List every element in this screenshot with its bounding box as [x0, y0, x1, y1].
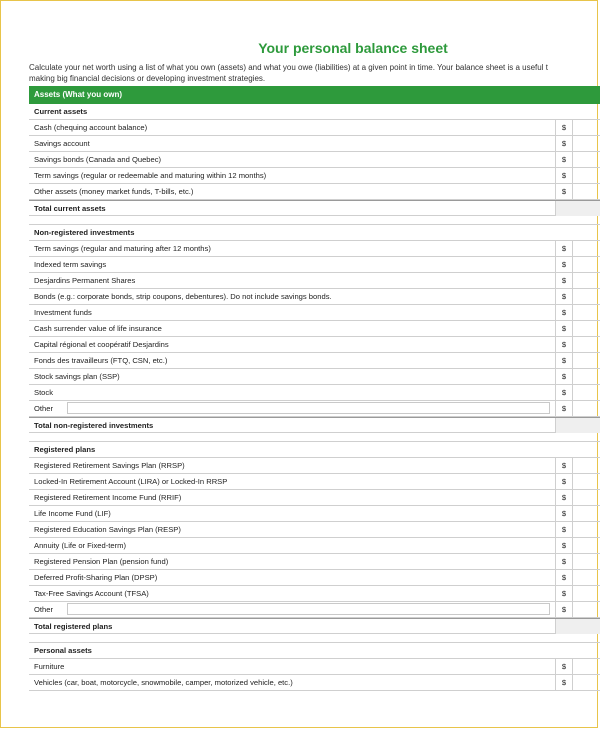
- currency-symbol: $: [555, 401, 572, 416]
- asset-label: Locked-In Retirement Account (LIRA) or Locked-In RRSP: [34, 477, 228, 486]
- amount-input[interactable]: [572, 401, 600, 416]
- currency-symbol: $: [555, 602, 572, 617]
- asset-label: Stock savings plan (SSP): [34, 372, 120, 381]
- currency-symbol: $: [555, 570, 572, 585]
- currency-symbol: $: [555, 136, 572, 151]
- section-title-row: [29, 225, 600, 241]
- currency-symbol: $: [555, 305, 572, 320]
- amount-input[interactable]: [572, 305, 600, 320]
- assets-header: [29, 86, 600, 104]
- amount-input[interactable]: [572, 289, 600, 304]
- total-row: [29, 417, 600, 433]
- other-row: [29, 401, 600, 417]
- section-title-row: [29, 643, 600, 659]
- section-title-row: [29, 104, 600, 120]
- asset-row: [29, 458, 600, 474]
- assets-table: [29, 86, 600, 691]
- asset-row: [29, 353, 600, 369]
- amount-input[interactable]: [572, 554, 600, 569]
- asset-label: Life Income Fund (LIF): [34, 509, 111, 518]
- asset-row: [29, 273, 600, 289]
- asset-label: Registered Retirement Savings Plan (RRSP): [34, 461, 185, 470]
- asset-label: Registered Education Savings Plan (RESP): [34, 525, 181, 534]
- asset-row: [29, 570, 600, 586]
- amount-input[interactable]: [572, 385, 600, 400]
- section-title: Registered plans: [34, 445, 96, 454]
- amount-input[interactable]: [572, 152, 600, 167]
- currency-symbol: $: [555, 120, 572, 135]
- currency-symbol: $: [555, 538, 572, 553]
- section-spacer: [29, 433, 600, 442]
- amount-input[interactable]: [572, 659, 600, 674]
- asset-label: Tax-Free Savings Account (TFSA): [34, 589, 149, 598]
- asset-row: [29, 506, 600, 522]
- asset-label: Vehicles (car, boat, motorcycle, snowmobile, camper, motorized vehicle, etc.): [34, 678, 293, 687]
- asset-label: Cash (chequing account balance): [34, 123, 148, 132]
- asset-row: [29, 184, 600, 200]
- asset-row: [29, 538, 600, 554]
- asset-label: Savings account: [34, 139, 90, 148]
- currency-symbol: $: [555, 659, 572, 674]
- asset-row: [29, 522, 600, 538]
- section-title: Personal assets: [34, 646, 92, 655]
- currency-symbol: $: [555, 474, 572, 489]
- currency-symbol: $: [555, 353, 572, 368]
- amount-input[interactable]: [572, 168, 600, 183]
- amount-input[interactable]: [572, 458, 600, 473]
- other-label: Other: [34, 605, 53, 614]
- asset-row: [29, 152, 600, 168]
- amount-input[interactable]: [572, 136, 600, 151]
- amount-input[interactable]: [572, 273, 600, 288]
- asset-row: [29, 586, 600, 602]
- currency-symbol: $: [555, 586, 572, 601]
- asset-row: [29, 675, 600, 691]
- asset-row: [29, 554, 600, 570]
- currency-symbol: $: [555, 337, 572, 352]
- total-amount: [555, 201, 600, 216]
- asset-label: Investment funds: [34, 308, 92, 317]
- asset-row: [29, 321, 600, 337]
- asset-row: [29, 289, 600, 305]
- asset-row: [29, 337, 600, 353]
- amount-input[interactable]: [572, 538, 600, 553]
- asset-row: [29, 120, 600, 136]
- asset-label: Bonds (e.g.: corporate bonds, strip coupons, debentures). Do not include savings bonds.: [34, 292, 332, 301]
- total-label: Total registered plans: [34, 622, 113, 631]
- asset-row: [29, 490, 600, 506]
- currency-symbol: $: [555, 257, 572, 272]
- total-row: [29, 200, 600, 216]
- asset-row: [29, 659, 600, 675]
- intro-text: [29, 62, 589, 84]
- currency-symbol: $: [555, 321, 572, 336]
- asset-label: Savings bonds (Canada and Quebec): [34, 155, 162, 164]
- amount-input[interactable]: [572, 241, 600, 256]
- asset-row: [29, 474, 600, 490]
- amount-input[interactable]: [572, 586, 600, 601]
- asset-label: Deferred Profit-Sharing Plan (DPSP): [34, 573, 158, 582]
- currency-symbol: $: [555, 289, 572, 304]
- asset-label: Furniture: [34, 662, 65, 671]
- currency-symbol: $: [555, 168, 572, 183]
- assets-header-label: Assets (What you own): [34, 90, 123, 99]
- total-label: Total current assets: [34, 204, 106, 213]
- amount-input[interactable]: [572, 353, 600, 368]
- amount-input[interactable]: [572, 120, 600, 135]
- asset-row: [29, 168, 600, 184]
- section-spacer: [29, 216, 600, 225]
- other-label: Other: [34, 404, 53, 413]
- other-description-input[interactable]: [67, 402, 550, 414]
- asset-label: Stock: [34, 388, 53, 397]
- amount-input[interactable]: [572, 602, 600, 617]
- currency-symbol: $: [555, 458, 572, 473]
- section-title: Current assets: [34, 107, 88, 116]
- currency-symbol: $: [555, 273, 572, 288]
- other-description-input[interactable]: [67, 603, 550, 615]
- amount-input[interactable]: [572, 474, 600, 489]
- asset-row: [29, 369, 600, 385]
- amount-input[interactable]: [572, 490, 600, 505]
- asset-label: Capital régional et coopératif Desjardins: [34, 340, 169, 349]
- asset-label: Annuity (Life or Fixed-term): [34, 541, 126, 550]
- asset-row: [29, 257, 600, 273]
- intro-line-2: making big financial decisions or developing investment strategies.: [29, 74, 266, 83]
- asset-label: Registered Pension Plan (pension fund): [34, 557, 169, 566]
- amount-input[interactable]: [572, 570, 600, 585]
- currency-symbol: $: [555, 490, 572, 505]
- amount-input[interactable]: [572, 369, 600, 384]
- asset-label: Other assets (money market funds, T-bills, etc.): [34, 187, 194, 196]
- section-title: Non-registered investments: [34, 228, 135, 237]
- other-row: [29, 602, 600, 618]
- asset-label: Fonds des travailleurs (FTQ, CSN, etc.): [34, 356, 168, 365]
- total-row: [29, 618, 600, 634]
- amount-input[interactable]: [572, 257, 600, 272]
- intro-line-1: Calculate your net worth using a list of what you own (assets) and what you owe (liabilities) at a given point in time. Your balance sheet is a useful t: [29, 63, 548, 72]
- currency-symbol: $: [555, 675, 572, 690]
- asset-label: Desjardins Permanent Shares: [34, 276, 136, 285]
- amount-input[interactable]: [572, 675, 600, 690]
- currency-symbol: $: [555, 184, 572, 199]
- asset-row: [29, 241, 600, 257]
- currency-symbol: $: [555, 369, 572, 384]
- total-label: Total non-registered investments: [34, 421, 154, 430]
- currency-symbol: $: [555, 385, 572, 400]
- total-amount: [555, 418, 600, 433]
- currency-symbol: $: [555, 152, 572, 167]
- asset-label: Registered Retirement Income Fund (RRIF): [34, 493, 182, 502]
- page-title: Your personal balance sheet: [258, 40, 448, 56]
- asset-row: [29, 305, 600, 321]
- asset-row: [29, 385, 600, 401]
- amount-input[interactable]: [572, 321, 600, 336]
- asset-row: [29, 136, 600, 152]
- section-title-row: [29, 442, 600, 458]
- asset-label: Term savings (regular or redeemable and maturing within 12 months): [34, 171, 267, 180]
- total-amount: [555, 619, 600, 634]
- currency-symbol: $: [555, 554, 572, 569]
- currency-symbol: $: [555, 506, 572, 521]
- asset-label: Term savings (regular and maturing after 12 months): [34, 244, 211, 253]
- currency-symbol: $: [555, 241, 572, 256]
- asset-label: Indexed term savings: [34, 260, 107, 269]
- amount-input[interactable]: [572, 184, 600, 199]
- currency-symbol: $: [555, 522, 572, 537]
- section-spacer: [29, 634, 600, 643]
- asset-label: Cash surrender value of life insurance: [34, 324, 162, 333]
- amount-input[interactable]: [572, 506, 600, 521]
- amount-input[interactable]: [572, 337, 600, 352]
- amount-input[interactable]: [572, 522, 600, 537]
